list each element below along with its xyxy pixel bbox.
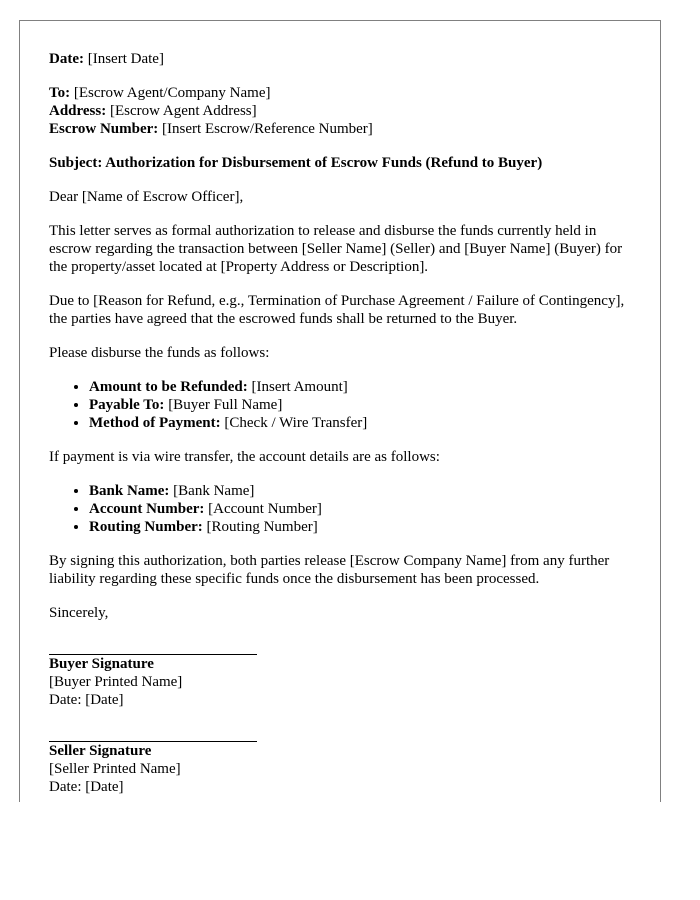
seller-signature-title: Seller Signature	[49, 743, 152, 759]
item-label: Method of Payment:	[89, 415, 221, 431]
seller-signature-date: Date: [Date]	[49, 779, 124, 795]
intro-paragraph: This letter serves as formal authorization to release and disburse the funds currently held in escrow regarding the transaction between [Seller Name] (Seller) and [Buyer Name] (Buyer) for the property/asset located at [Property Address or Description].	[49, 223, 623, 275]
buyer-signature-date: Date: [Date]	[49, 692, 124, 708]
seller-printed-name: [Seller Printed Name]	[49, 761, 181, 777]
closing: Sincerely,	[49, 605, 109, 621]
date-label: Date:	[49, 51, 84, 67]
item-value: [Routing Number]	[206, 519, 318, 535]
item-label: Routing Number:	[89, 519, 203, 535]
buyer-signature-block	[49, 655, 639, 709]
to-label: To:	[49, 85, 71, 101]
subject-text: Subject: Authorization for Disbursement of Escrow Funds (Refund to Buyer)	[49, 155, 543, 171]
item-label: Payable To:	[89, 397, 165, 413]
list-item	[89, 396, 639, 414]
letter-page	[19, 20, 661, 802]
list-item	[89, 482, 639, 500]
item-label: Bank Name:	[89, 483, 170, 499]
item-value: [Bank Name]	[173, 483, 255, 499]
to-line	[49, 84, 639, 102]
recipient-block	[49, 84, 639, 138]
item-value: [Account Number]	[208, 501, 322, 517]
list-item	[89, 378, 639, 396]
escrow-number-label: Escrow Number:	[49, 121, 159, 137]
list-item	[89, 518, 639, 536]
item-label: Amount to be Refunded:	[89, 379, 248, 395]
item-value: [Check / Wire Transfer]	[224, 415, 368, 431]
to-value: [Escrow Agent/Company Name]	[73, 85, 271, 101]
subject-line	[49, 154, 639, 172]
buyer-printed-name: [Buyer Printed Name]	[49, 674, 183, 690]
buyer-signature-title: Buyer Signature	[49, 656, 154, 672]
reason-paragraph: Due to [Reason for Refund, e.g., Termination of Purchase Agreement / Failure of Contingency], the parties have agreed that the escrowed funds shall be returned to the Buyer.	[49, 293, 625, 327]
disbursement-intro: Please disburse the funds as follows:	[49, 345, 270, 361]
escrow-number-line	[49, 120, 639, 138]
item-value: [Insert Amount]	[251, 379, 348, 395]
address-line	[49, 102, 639, 120]
seller-signature-block	[49, 742, 639, 796]
item-label: Account Number:	[89, 501, 205, 517]
list-item	[89, 500, 639, 518]
list-item	[89, 414, 639, 432]
escrow-number-value: [Insert Escrow/Reference Number]	[162, 121, 373, 137]
release-paragraph: By signing this authorization, both parties release [Escrow Company Name] from any further liability regarding these specific funds once the disbursement has been processed.	[49, 553, 610, 587]
address-value: [Escrow Agent Address]	[109, 103, 257, 119]
disbursement-list	[49, 378, 639, 432]
date-value: [Insert Date]	[87, 51, 164, 67]
wire-details-list	[49, 482, 639, 536]
salutation: Dear [Name of Escrow Officer],	[49, 189, 244, 205]
item-value: [Buyer Full Name]	[168, 397, 283, 413]
date-line	[49, 50, 639, 68]
wire-intro: If payment is via wire transfer, the account details are as follows:	[49, 449, 440, 465]
letter-content	[49, 50, 639, 796]
address-label: Address:	[49, 103, 107, 119]
